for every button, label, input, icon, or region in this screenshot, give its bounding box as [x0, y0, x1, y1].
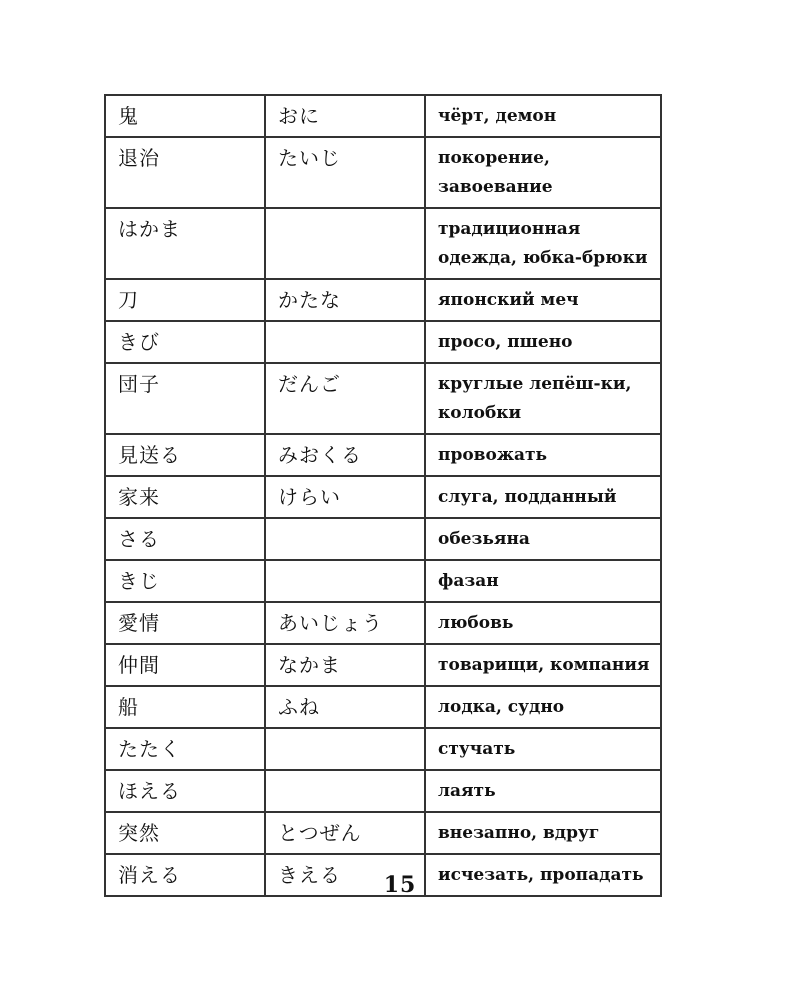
translation-cell: слуга, подданный	[425, 476, 661, 518]
reading-cell: ふね	[265, 686, 425, 728]
word-cell: さる	[105, 518, 265, 560]
reading-cell: とつぜん	[265, 812, 425, 854]
reading-cell: なかま	[265, 644, 425, 686]
word-cell: 刀	[105, 279, 265, 321]
table-row	[105, 137, 661, 208]
word-cell: はかま	[105, 208, 265, 279]
table-row	[105, 728, 661, 770]
table-row	[105, 644, 661, 686]
reading-cell	[265, 321, 425, 363]
reading-cell	[265, 770, 425, 812]
translation-cell: японский меч	[425, 279, 661, 321]
reading-cell: かたな	[265, 279, 425, 321]
word-cell: 家来	[105, 476, 265, 518]
table-row	[105, 602, 661, 644]
word-cell: 消える	[105, 854, 265, 896]
page-number: 15	[383, 872, 417, 898]
translation-cell: просо, пшено	[425, 321, 661, 363]
reading-cell	[265, 728, 425, 770]
table-row	[105, 208, 661, 279]
reading-cell: だんご	[265, 363, 425, 434]
reading-cell	[265, 208, 425, 279]
translation-cell: фазан	[425, 560, 661, 602]
word-cell: 船	[105, 686, 265, 728]
translation-cell: исчезать, пропадать	[425, 854, 661, 896]
reading-cell	[265, 560, 425, 602]
translation-cell: обезьяна	[425, 518, 661, 560]
table-row	[105, 770, 661, 812]
table-row	[105, 279, 661, 321]
translation-cell: чёрт, демон	[425, 95, 661, 137]
table-row	[105, 363, 661, 434]
table-row	[105, 476, 661, 518]
reading-cell: けらい	[265, 476, 425, 518]
word-cell: きび	[105, 321, 265, 363]
translation-cell: традиционная одежда, юбка-брюки	[425, 208, 661, 279]
reading-cell: おに	[265, 95, 425, 137]
word-cell: たたく	[105, 728, 265, 770]
word-cell: 見送る	[105, 434, 265, 476]
table-row	[105, 812, 661, 854]
reading-cell: あいじょう	[265, 602, 425, 644]
vocabulary-table	[104, 94, 662, 897]
translation-cell: товарищи, компания	[425, 644, 661, 686]
table-row	[105, 686, 661, 728]
word-cell: 突然	[105, 812, 265, 854]
word-cell: 団子	[105, 363, 265, 434]
translation-cell: покорение, завоевание	[425, 137, 661, 208]
reading-cell: みおくる	[265, 434, 425, 476]
table-row	[105, 95, 661, 137]
translation-cell: круглые лепёш-ки, колобки	[425, 363, 661, 434]
translation-cell: лаять	[425, 770, 661, 812]
word-cell: 鬼	[105, 95, 265, 137]
word-cell: きじ	[105, 560, 265, 602]
translation-cell: провожать	[425, 434, 661, 476]
table-row	[105, 518, 661, 560]
word-cell: 仲間	[105, 644, 265, 686]
translation-cell: стучать	[425, 728, 661, 770]
word-cell: ほえる	[105, 770, 265, 812]
table-row	[105, 321, 661, 363]
reading-cell: きえる	[265, 854, 425, 896]
reading-cell	[265, 518, 425, 560]
reading-cell: たいじ	[265, 137, 425, 208]
translation-cell: любовь	[425, 602, 661, 644]
table-row	[105, 434, 661, 476]
word-cell: 愛情	[105, 602, 265, 644]
translation-cell: внезапно, вдруг	[425, 812, 661, 854]
word-cell: 退治	[105, 137, 265, 208]
translation-cell: лодка, судно	[425, 686, 661, 728]
table-row	[105, 560, 661, 602]
